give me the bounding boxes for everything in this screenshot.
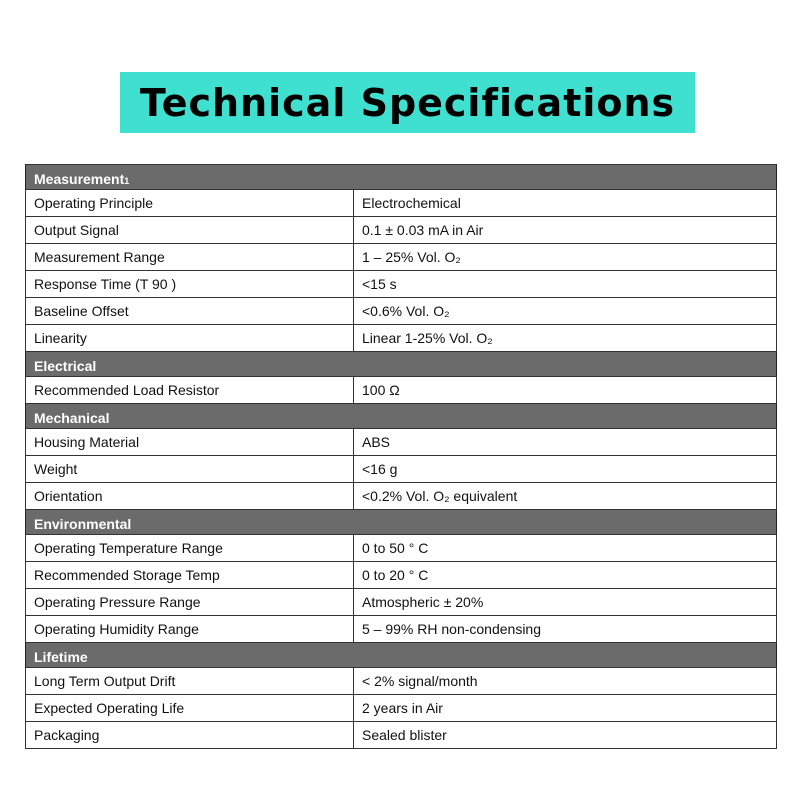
spec-value: 100 Ω <box>354 377 777 404</box>
section-header <box>26 643 777 668</box>
spec-value: ABS <box>354 429 777 456</box>
spec-label: Operating Temperature Range <box>26 535 354 562</box>
spec-row <box>26 271 777 298</box>
spec-label: Linearity <box>26 325 354 352</box>
spec-row <box>26 429 777 456</box>
section-title: Mechanical <box>34 410 110 426</box>
section-header <box>26 165 777 190</box>
spec-row <box>26 562 777 589</box>
spec-label: Recommended Storage Temp <box>26 562 354 589</box>
spec-label: Response Time (T 90 ) <box>26 271 354 298</box>
spec-row <box>26 695 777 722</box>
spec-value: <15 s <box>354 271 777 298</box>
spec-label: Weight <box>26 456 354 483</box>
spec-value: <0.2% Vol. O₂ equivalent <box>354 483 777 510</box>
spec-row <box>26 298 777 325</box>
section-title: Lifetime <box>34 649 88 665</box>
section-header-cell <box>26 643 777 668</box>
section-header-cell <box>26 510 777 535</box>
spec-label: Output Signal <box>26 217 354 244</box>
spec-row <box>26 456 777 483</box>
spec-label: Housing Material <box>26 429 354 456</box>
spec-label: Operating Principle <box>26 190 354 217</box>
spec-label: Baseline Offset <box>26 298 354 325</box>
spec-value: 0 to 20 ° C <box>354 562 777 589</box>
section-header <box>26 404 777 429</box>
spec-label: Long Term Output Drift <box>26 668 354 695</box>
section-header-cell <box>26 165 777 190</box>
spec-label: Measurement Range <box>26 244 354 271</box>
spec-row <box>26 217 777 244</box>
spec-row <box>26 325 777 352</box>
spec-label: Operating Humidity Range <box>26 616 354 643</box>
spec-row <box>26 377 777 404</box>
spec-row <box>26 535 777 562</box>
spec-row <box>26 483 777 510</box>
spec-value: 2 years in Air <box>354 695 777 722</box>
spec-value: Sealed blister <box>354 722 777 749</box>
spec-row <box>26 616 777 643</box>
spec-row <box>26 244 777 271</box>
spec-value: 1 – 25% Vol. O₂ <box>354 244 777 271</box>
spec-label: Expected Operating Life <box>26 695 354 722</box>
spec-value: 0.1 ± 0.03 mA in Air <box>354 217 777 244</box>
spec-table <box>25 164 777 749</box>
spec-label: Operating Pressure Range <box>26 589 354 616</box>
section-header-cell <box>26 352 777 377</box>
section-header <box>26 510 777 535</box>
spec-row <box>26 668 777 695</box>
spec-value: Linear 1-25% Vol. O₂ <box>354 325 777 352</box>
spec-table-body <box>26 165 777 749</box>
spec-value: 0 to 50 ° C <box>354 535 777 562</box>
spec-label: Packaging <box>26 722 354 749</box>
section-header-cell <box>26 404 777 429</box>
spec-value: Atmospheric ± 20% <box>354 589 777 616</box>
section-title: Environmental <box>34 516 132 532</box>
spec-row <box>26 589 777 616</box>
spec-label: Orientation <box>26 483 354 510</box>
spec-value: <0.6% Vol. O₂ <box>354 298 777 325</box>
spec-value: <16 g <box>354 456 777 483</box>
section-title: Measurement <box>34 171 125 187</box>
spec-value: 5 – 99% RH non-condensing <box>354 616 777 643</box>
page-title: Technical Specifications <box>139 80 676 125</box>
spec-row <box>26 190 777 217</box>
spec-label: Recommended Load Resistor <box>26 377 354 404</box>
title-banner <box>120 72 695 133</box>
section-title: Electrical <box>34 358 97 374</box>
section-header <box>26 352 777 377</box>
spec-row <box>26 722 777 749</box>
spec-value: < 2% signal/month <box>354 668 777 695</box>
section-footnote-marker: 1 <box>124 176 130 186</box>
spec-value: Electrochemical <box>354 190 777 217</box>
